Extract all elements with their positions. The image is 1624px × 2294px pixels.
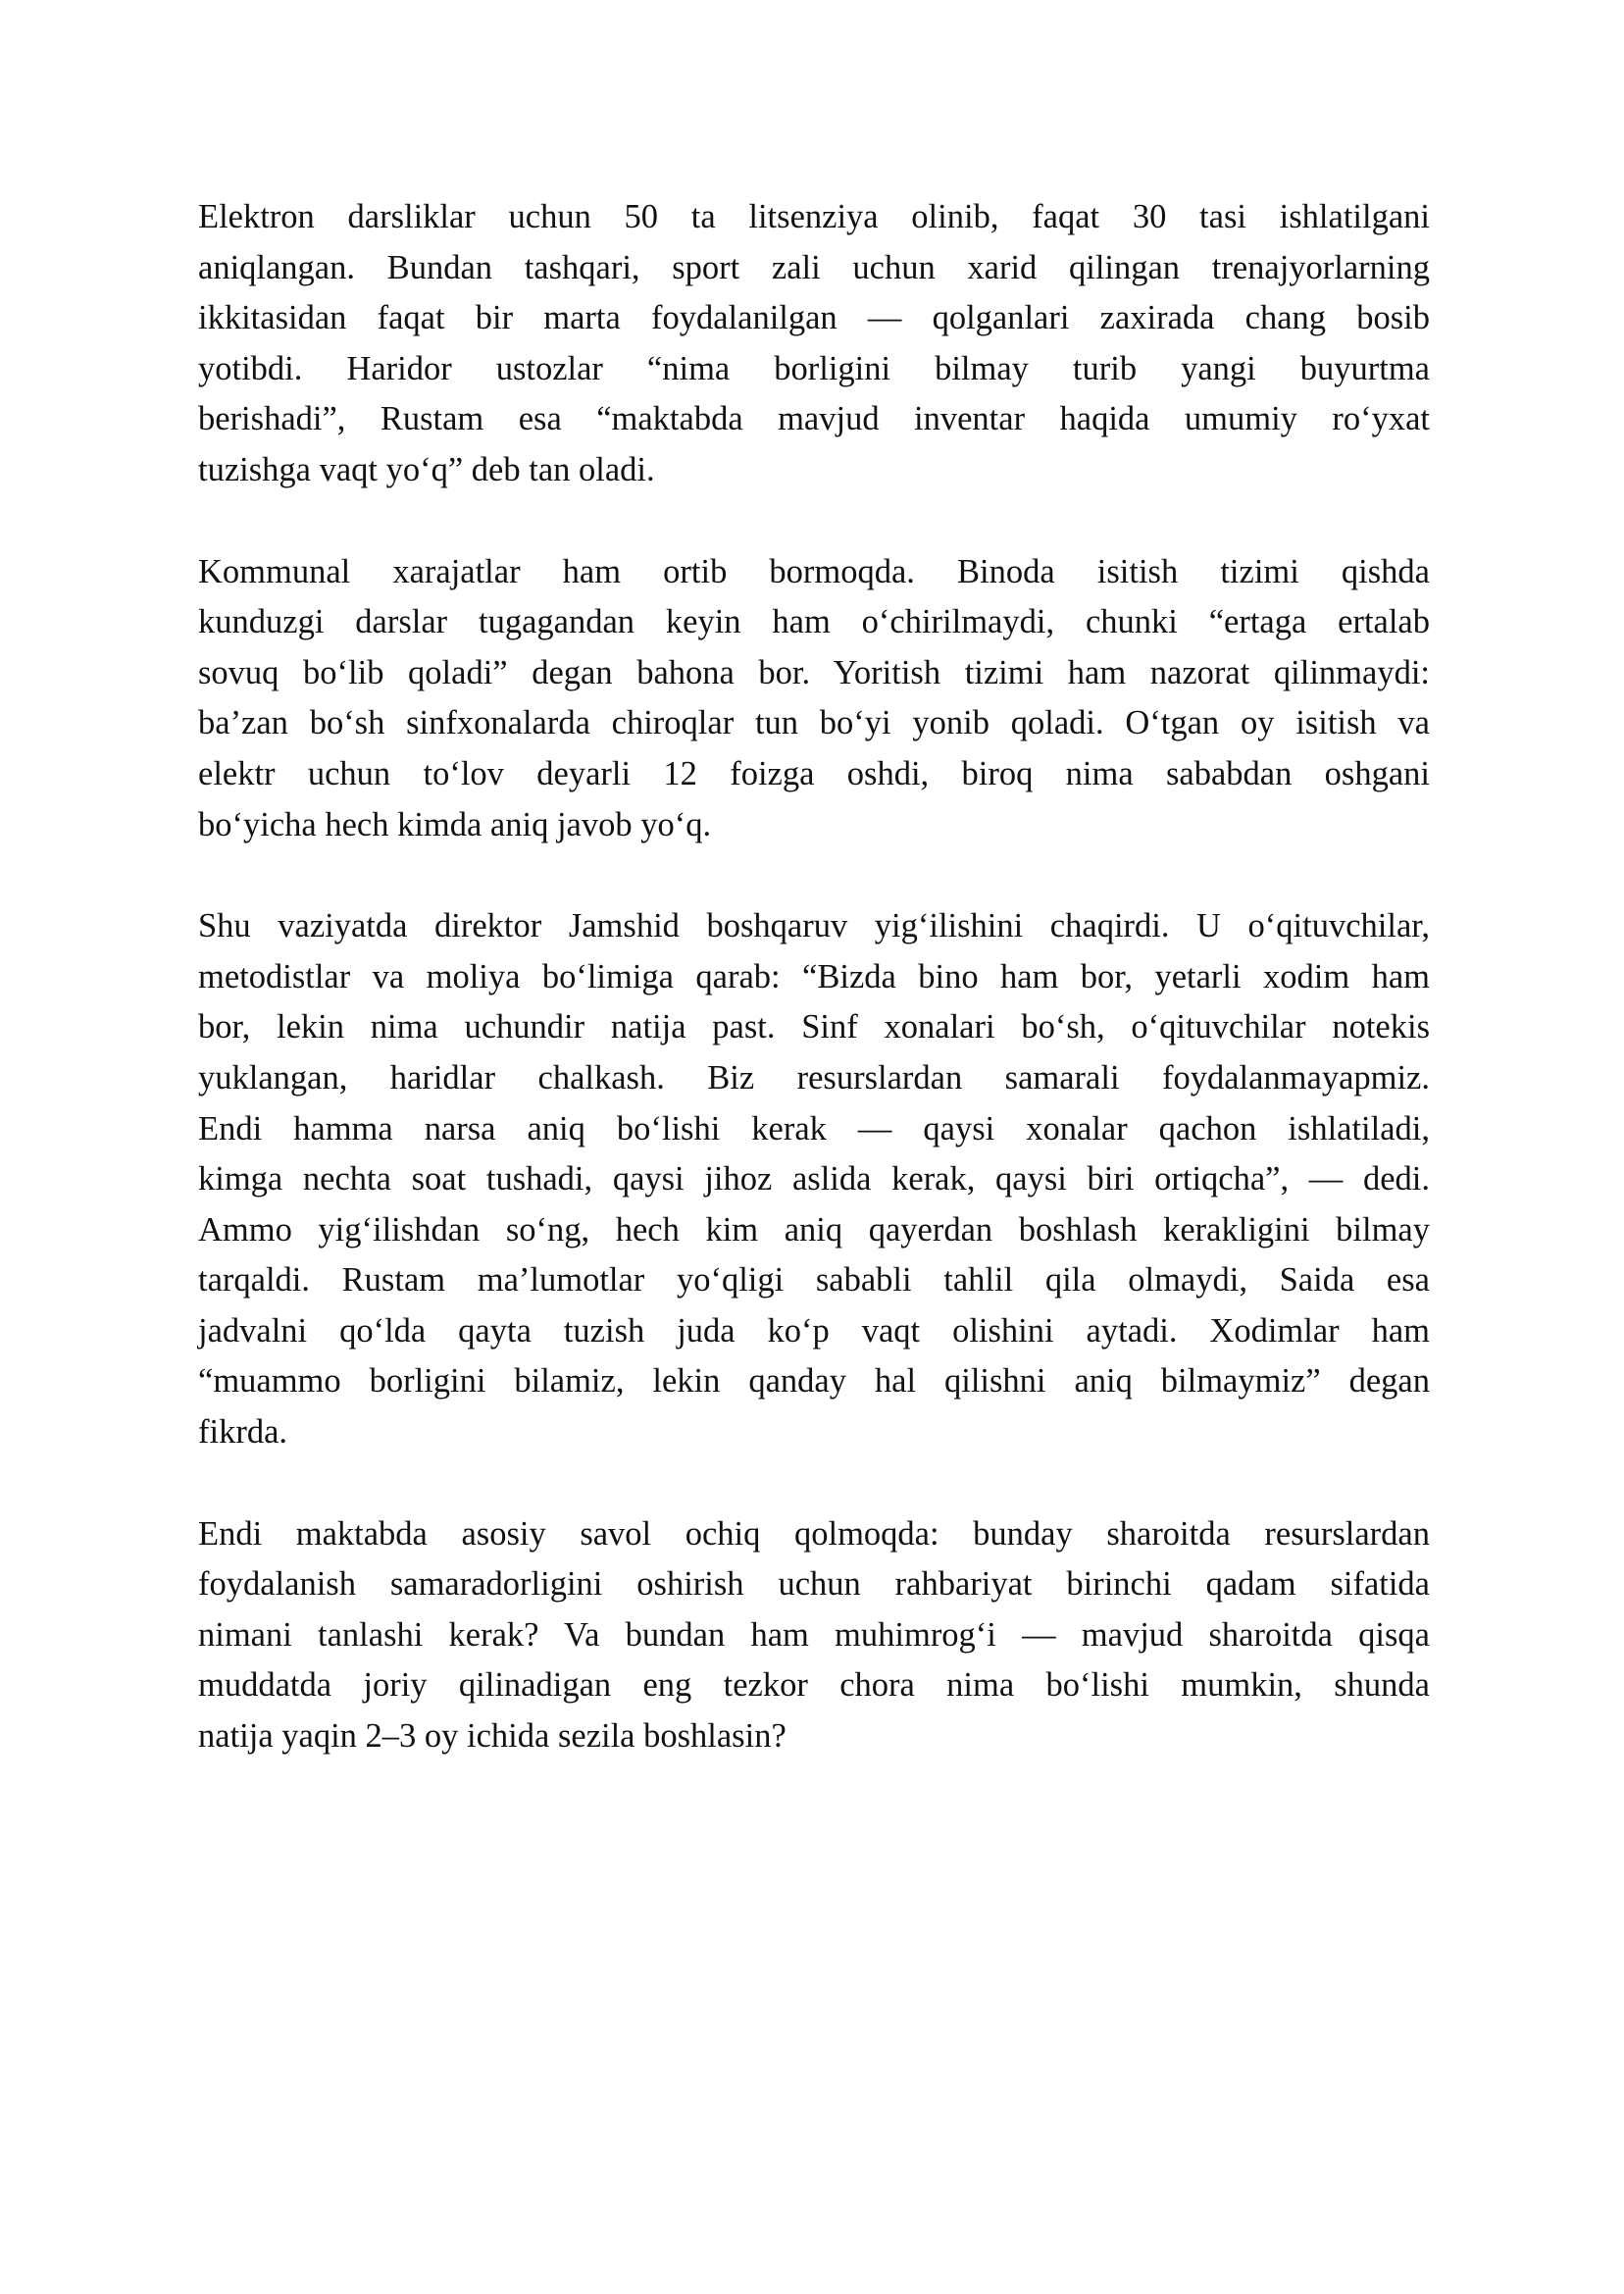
text-line: Elektron darsliklar uchun 50 ta litsenziya olinib, faqat 30 tasi ishlatilgani <box>198 198 1430 235</box>
text-line: nimani tanlashi kerak? Va bundan ham muhimrog‘i — mavjud sharoitda qisqa <box>198 1615 1430 1654</box>
text-line: natija yaqin 2–3 oy ichida sezila boshlasin? <box>198 1717 787 1756</box>
text-line: Kommunal xarajatlar ham ortib bormoqda. Binoda isitish tizimi qishda <box>198 552 1430 590</box>
paragraph-director-meeting <box>198 901 1430 1458</box>
text-line: kunduzgi darslar tugagandan keyin ham o‘chirilmaydi, chunki “ertaga ertalab <box>198 603 1430 641</box>
text-line: metodistlar va moliya bo‘limiga qarab: “Bizda bino ham bor, yetarli xodim ham <box>198 957 1430 995</box>
text-line: tuzishga vaqt yo‘q” deb tan oladi. <box>198 450 655 488</box>
text-line: Ammo yig‘ilishdan so‘ng, hech kim aniq qayerdan boshlash kerakligini bilmay <box>198 1210 1430 1249</box>
text-line: bo‘yicha hech kimda aniq javob yo‘q. <box>198 805 712 843</box>
text-line: kimga nechta soat tushadi, qaysi jihoz aslida kerak, qaysi biri ortiqcha”, — dedi. <box>198 1160 1430 1198</box>
paragraph-open-question <box>198 1509 1430 1762</box>
text-line: tarqaldi. Rustam ma’lumotlar yo‘qligi sababli tahlil qila olmaydi, Saida esa <box>198 1261 1430 1300</box>
text-line: sovuq bo‘lib qoladi” degan bahona bor. Yoritish tizimi ham nazorat qilinmaydi: <box>198 653 1430 691</box>
text-line: ba’zan bo‘sh sinfxonalarda chiroqlar tun bo‘yi yonib qoladi. O‘tgan oy isitish va <box>198 704 1430 742</box>
text-line: “muammo borligini bilamiz, lekin qanday hal qilishni aniq bilmaymiz” degan <box>198 1362 1430 1401</box>
text-line: elektr uchun to‘lov deyarli 12 foizga oshdi, biroq nima sababdan oshgani <box>198 754 1430 792</box>
text-line: bor, lekin nima uchundir natija past. Sinf xonalari bo‘sh, o‘qituvchilar notekis <box>198 1008 1430 1046</box>
text-line: yotibdi. Haridor ustozlar “nima borligini bilmay turib yangi buyurtma <box>198 349 1430 387</box>
text-line: muddatda joriy qilinadigan eng tezkor chora nima bo‘lishi mumkin, shunda <box>198 1666 1430 1705</box>
document-body <box>198 192 1430 1813</box>
text-line: Endi maktabda asosiy savol ochiq qolmoqda: bunday sharoitda resurslardan <box>198 1514 1430 1553</box>
text-line: Endi hamma narsa aniq bo‘lishi kerak — qaysi xonalar qachon ishlatiladi, <box>198 1109 1430 1147</box>
text-line: ikkitasidan faqat bir marta foydalanilgan — qolganlari zaxirada chang bosib <box>198 299 1430 337</box>
text-line: aniqlangan. Bundan tashqari, sport zali uchun xarid qilingan trenajyorlarning <box>198 248 1430 286</box>
text-line: berishadi”, Rustam esa “maktabda mavjud inventar haqida umumiy ro‘yxat <box>198 400 1430 438</box>
text-line: Shu vaziyatda direktor Jamshid boshqaruv yig‘ilishini chaqirdi. U o‘qituvchilar, <box>198 907 1430 945</box>
text-line: yuklangan, haridlar chalkash. Biz resurslardan samarali foydalanmayapmiz. <box>198 1058 1430 1096</box>
text-line: jadvalni qo‘lda qayta tuzish juda ko‘p vaqt olishini aytadi. Xodimlar ham <box>198 1311 1430 1350</box>
paragraph-utility-costs <box>198 547 1430 851</box>
text-line: foydalanish samaradorligini oshirish uchun rahbariyat birinchi qadam sifatida <box>198 1565 1430 1604</box>
text-line: fikrda. <box>198 1413 288 1452</box>
paragraph-resources-licenses <box>198 192 1430 496</box>
